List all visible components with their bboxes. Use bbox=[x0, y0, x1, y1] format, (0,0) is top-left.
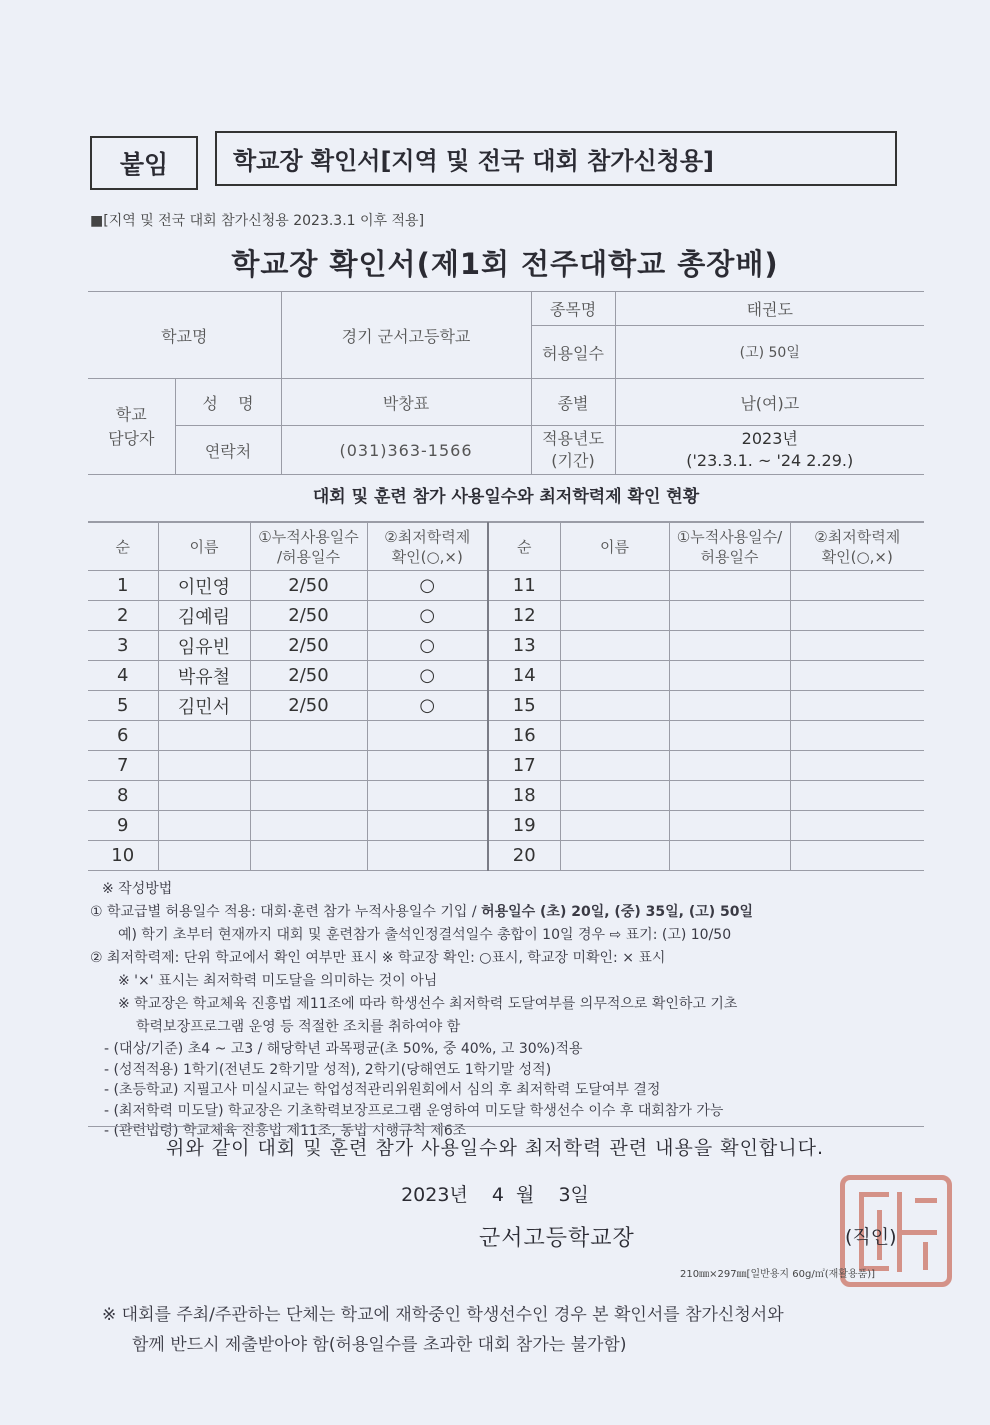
row-days-right bbox=[669, 661, 790, 691]
row-check-right bbox=[790, 721, 924, 751]
note-not-reached: - (최저학력 미도달) 학교장은 기초학력보장프로그램 운영하여 미도달 학생선수 이수 후 대회참가 가능 bbox=[104, 1102, 724, 1119]
row-days: 2/50 bbox=[250, 661, 367, 691]
table-row bbox=[88, 721, 924, 751]
row-days bbox=[250, 751, 367, 781]
row-name bbox=[158, 751, 250, 781]
table-row bbox=[88, 841, 924, 871]
note-1-bold: 허용일수 (초) 20일, (중) 35일, (고) 50일 bbox=[481, 904, 754, 920]
year-label: 적용년도 (기간) bbox=[531, 426, 615, 475]
row-name: 김민서 bbox=[158, 691, 250, 721]
note-2: ② 최저학력제: 단위 학교에서 확인 여부만 표시 ※ 학교장 확인: ○표시, 학교장 미확인: × 표시 bbox=[90, 950, 666, 966]
row-days-right bbox=[669, 631, 790, 661]
row-check-right bbox=[790, 691, 924, 721]
row-no-right: 12 bbox=[488, 601, 560, 631]
header-academic: ②최저학력제 확인(○,×) bbox=[367, 523, 488, 571]
school-value: 경기 군서고등학교 bbox=[281, 292, 531, 379]
row-days: 2/50 bbox=[250, 601, 367, 631]
note-elementary: - (초등학교) 지필고사 미실시교는 학업성적관리위원회에서 심의 후 최저학력 도달여부 결정 bbox=[104, 1082, 661, 1098]
row-days-right bbox=[669, 751, 790, 781]
period-value: ('23.3.1. ~ '24 2.29.) bbox=[686, 451, 854, 470]
row-name bbox=[158, 721, 250, 751]
row-check-right bbox=[790, 781, 924, 811]
table-row bbox=[88, 781, 924, 811]
row-days-right bbox=[669, 691, 790, 721]
footnote bbox=[102, 1300, 932, 1360]
roster-table bbox=[88, 522, 924, 871]
confirm-statement: 위와 같이 대회 및 훈련 참가 사용일수와 최저학력 관련 내용을 확인합니다. bbox=[165, 1137, 825, 1159]
roster-header bbox=[88, 523, 924, 571]
table-row bbox=[88, 691, 924, 721]
row-no-right: 13 bbox=[488, 631, 560, 661]
row-days-right bbox=[669, 781, 790, 811]
row-no: 6 bbox=[88, 721, 158, 751]
note-grades: - (성적적용) 1학기(전년도 2학기말 성적), 2학기(당해연도 1학기말 성적) bbox=[104, 1061, 552, 1078]
row-name-right bbox=[560, 601, 669, 631]
row-check: ○ bbox=[367, 601, 488, 631]
row-check: ○ bbox=[367, 661, 488, 691]
row-name: 박유철 bbox=[158, 661, 250, 691]
header-no: 순 bbox=[88, 523, 158, 571]
manager-label: 학교 담당자 bbox=[88, 379, 175, 475]
attachment-label: 붙임 bbox=[90, 136, 198, 190]
row-name-right bbox=[560, 721, 669, 751]
sport-label: 종목명 bbox=[531, 292, 615, 326]
notes-heading: ※ 작성방법 bbox=[102, 881, 173, 897]
row-days-right bbox=[669, 601, 790, 631]
row-days bbox=[250, 781, 367, 811]
row-no: 2 bbox=[88, 601, 158, 631]
row-days bbox=[250, 721, 367, 751]
row-check bbox=[367, 721, 488, 751]
applied-note: ■[지역 및 전국 대회 참가신청용 2023.3.1 이후 적용] bbox=[90, 213, 425, 229]
note-criteria: - (대상/기준) 초4 ~ 고3 / 해당학년 과목평균(초 50%, 중 40%, 고 30%)적용 bbox=[104, 1041, 583, 1057]
row-check-right bbox=[790, 631, 924, 661]
year-value: 2023년 bbox=[741, 429, 798, 448]
document-title: 학교장 확인서[지역 및 전국 대회 참가신청용] bbox=[215, 131, 897, 186]
row-name-right bbox=[560, 691, 669, 721]
row-no: 10 bbox=[88, 841, 158, 871]
row-check-right bbox=[790, 811, 924, 841]
table-row bbox=[88, 601, 924, 631]
header-name: 이름 bbox=[158, 523, 250, 571]
allowed-days-label: 허용일수 bbox=[531, 326, 615, 379]
note-4: ※ 학교장은 학교체육 진흥법 제11조에 따라 학생선수 최저학력 도달여부를 의무적으로 확인하고 기초 bbox=[118, 996, 738, 1012]
paper-spec: 210㎜×297㎜[일반용지 60g/㎡(재활용품)] bbox=[680, 1269, 876, 1280]
row-check-right bbox=[790, 571, 924, 601]
row-name: 이민영 bbox=[158, 571, 250, 601]
row-no: 7 bbox=[88, 751, 158, 781]
row-check-right bbox=[790, 841, 924, 871]
gender-value: 남(여)고 bbox=[615, 379, 924, 426]
row-name-right bbox=[560, 661, 669, 691]
row-check: ○ bbox=[367, 631, 488, 661]
row-name-right bbox=[560, 841, 669, 871]
row-days: 2/50 bbox=[250, 691, 367, 721]
row-no: 5 bbox=[88, 691, 158, 721]
section-title: 대회 및 훈련 참가 사용일수와 최저학력제 확인 현황 bbox=[88, 476, 924, 522]
header-academic-right: ②최저학력제 확인(○,×) bbox=[790, 523, 924, 571]
school-label: 학교명 bbox=[88, 292, 281, 379]
table-row bbox=[88, 751, 924, 781]
row-check bbox=[367, 811, 488, 841]
row-check bbox=[367, 841, 488, 871]
row-no-right: 15 bbox=[488, 691, 560, 721]
principal-name: 군서고등학교장 bbox=[479, 1226, 635, 1251]
row-no-right: 11 bbox=[488, 571, 560, 601]
row-name bbox=[158, 811, 250, 841]
row-days: 2/50 bbox=[250, 631, 367, 661]
table-row bbox=[88, 661, 924, 691]
writing-instructions bbox=[90, 878, 925, 1142]
school-info-table bbox=[88, 291, 924, 475]
sport-value: 태권도 bbox=[615, 292, 924, 326]
row-days: 2/50 bbox=[250, 571, 367, 601]
row-name-right bbox=[560, 631, 669, 661]
row-name-right bbox=[560, 571, 669, 601]
header-cumulative: ①누적사용일수 /허용일수 bbox=[250, 523, 367, 571]
seal-label: (직인) bbox=[845, 1226, 897, 1248]
row-no-right: 18 bbox=[488, 781, 560, 811]
row-name bbox=[158, 841, 250, 871]
row-days-right bbox=[669, 841, 790, 871]
row-days bbox=[250, 811, 367, 841]
table-row bbox=[88, 571, 924, 601]
row-no-right: 20 bbox=[488, 841, 560, 871]
row-no-right: 19 bbox=[488, 811, 560, 841]
row-no: 1 bbox=[88, 571, 158, 601]
row-check bbox=[367, 781, 488, 811]
row-check: ○ bbox=[367, 571, 488, 601]
footnote-line-2: 함께 반드시 제출받아야 함(허용일수를 초과한 대회 참가는 불가함) bbox=[132, 1335, 627, 1355]
row-check-right bbox=[790, 661, 924, 691]
row-days-right bbox=[669, 721, 790, 751]
row-days-right bbox=[669, 571, 790, 601]
row-no-right: 16 bbox=[488, 721, 560, 751]
footnote-line-1: ※ 대회를 주최/주관하는 단체는 학교에 재학중인 학생선수인 경우 본 확인서를 참가신청서와 bbox=[102, 1305, 784, 1325]
issue-date: 2023년 4 월 3일 bbox=[401, 1184, 589, 1206]
gender-label: 종별 bbox=[531, 379, 615, 426]
row-name-right bbox=[560, 811, 669, 841]
row-days-right bbox=[669, 811, 790, 841]
row-no: 9 bbox=[88, 811, 158, 841]
name-label: 성 명 bbox=[175, 379, 281, 426]
row-name-right bbox=[560, 781, 669, 811]
header-no-right: 순 bbox=[488, 523, 560, 571]
note-3: ※ '×' 표시는 최저학력 미도달을 의미하는 것이 아님 bbox=[118, 973, 438, 989]
year-cell bbox=[615, 426, 924, 475]
note-4-cont: 학력보장프로그램 운영 등 적절한 조치를 취하여야 함 bbox=[136, 1019, 461, 1035]
header-name-right: 이름 bbox=[560, 523, 669, 571]
contact-value: (031)363-1566 bbox=[281, 426, 531, 475]
note-1 bbox=[90, 901, 925, 924]
note-law: - (관련법령) 학교체육 진흥법 제11조, 동법 시행규칙 제6조 bbox=[104, 1123, 467, 1139]
row-check: ○ bbox=[367, 691, 488, 721]
row-check-right bbox=[790, 751, 924, 781]
row-no: 4 bbox=[88, 661, 158, 691]
row-no: 3 bbox=[88, 631, 158, 661]
row-no-right: 17 bbox=[488, 751, 560, 781]
table-row bbox=[88, 811, 924, 841]
row-no: 8 bbox=[88, 781, 158, 811]
row-name bbox=[158, 781, 250, 811]
main-title: 학교장 확인서(제1회 전주대학교 총장배) bbox=[231, 247, 779, 281]
note-1-example: 예) 학기 초부터 현재까지 대회 및 훈련참가 출석인정결석일수 총합이 10일 경우 ⇨ 표기: (고) 10/50 bbox=[118, 927, 732, 943]
allowed-days-value: (고) 50일 bbox=[615, 326, 924, 379]
contact-label: 연락처 bbox=[175, 426, 281, 475]
name-value: 박창표 bbox=[281, 379, 531, 426]
row-name-right bbox=[560, 751, 669, 781]
row-days bbox=[250, 841, 367, 871]
row-check bbox=[367, 751, 488, 781]
row-name: 임유빈 bbox=[158, 631, 250, 661]
table-row bbox=[88, 631, 924, 661]
divider bbox=[88, 1126, 924, 1127]
row-check-right bbox=[790, 601, 924, 631]
row-no-right: 14 bbox=[488, 661, 560, 691]
header-cumulative-right: ①누적사용일수/ 허용일수 bbox=[669, 523, 790, 571]
row-name: 김예림 bbox=[158, 601, 250, 631]
note-1-text: ① 학교급별 허용일수 적용: 대회·훈련 참가 누적사용일수 기입 / bbox=[90, 904, 482, 920]
